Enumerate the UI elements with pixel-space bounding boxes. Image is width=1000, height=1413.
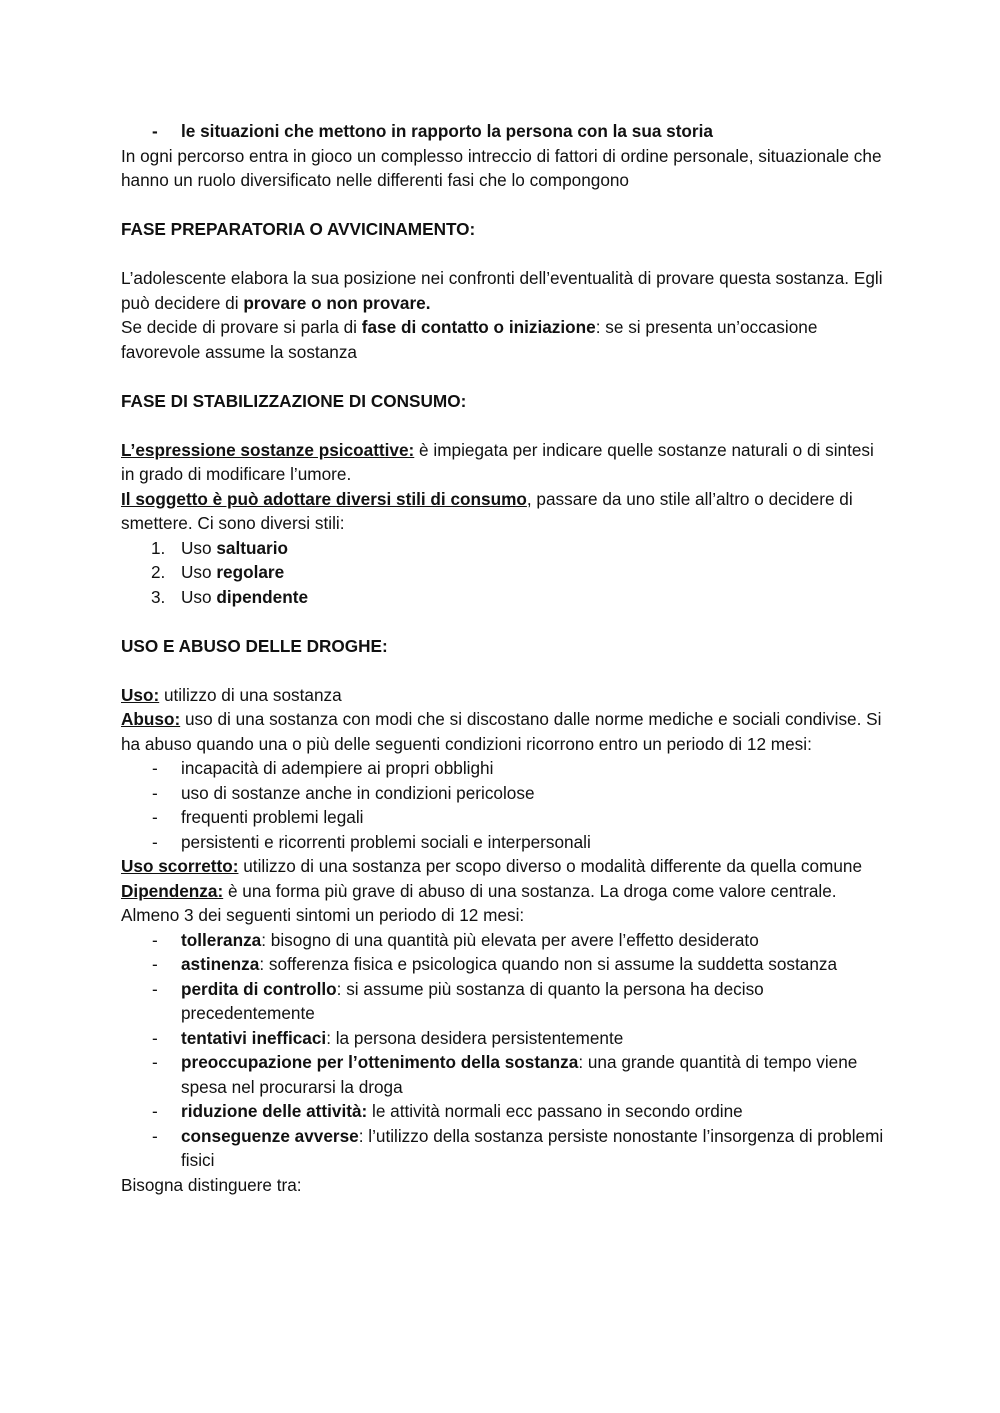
- paragraph-abuso: Abuso: uso di una sostanza con modi che si discostano dalle norme mediche e sociali condivise. Si ha abuso quando una o più delle seguenti condizioni ricorrono entro un periodo di 12 mesi:: [121, 709, 882, 754]
- sintomi-list: [121, 928, 891, 1173]
- list-item: - tolleranza: bisogno di una quantità più elevata per avere l’effetto desiderato: [152, 929, 759, 950]
- list-item: - tentativi inefficaci: la persona desidera persistentemente: [152, 1027, 624, 1048]
- paragraph-closing: Bisogna distinguere tra:: [121, 1174, 302, 1195]
- document-page: [121, 119, 891, 1197]
- styles-list: [121, 536, 891, 610]
- paragraph-sintomi-intro: Almeno 3 dei seguenti sintomi un periodo di 12 mesi:: [121, 905, 525, 925]
- list-item: - frequenti problemi legali: [152, 807, 364, 827]
- bullet-dash: -: [152, 121, 158, 141]
- heading-fase-stabilizzazione: FASE DI STABILIZZAZIONE DI CONSUMO:: [121, 390, 467, 411]
- list-item: 2. Uso regolare: [151, 562, 285, 582]
- list-item: - persistenti e ricorrenti problemi sociali e interpersonali: [152, 831, 591, 852]
- list-item: - riduzione delle attività: le attività normali ecc passano in secondo ordine: [152, 1101, 743, 1121]
- list-item: - astinenza: sofferenza fisica e psicologica quando non si assume la suddetta sostanza: [152, 954, 838, 974]
- paragraph-uso-scorretto: Uso scorretto: utilizzo di una sostanza per scopo diverso o modalità differente da quella comune: [121, 856, 863, 876]
- paragraph-uso: Uso: utilizzo di una sostanza: [121, 684, 342, 705]
- heading-fase-preparatoria: FASE PREPARATORIA O AVVICINAMENTO:: [121, 219, 476, 239]
- list-item: - conseguenze avverse: l’utilizzo della sostanza persiste nonostante l’insorgenza di problemi fisici: [152, 1125, 884, 1170]
- paragraph-stili-consumo: Il soggetto è può adottare diversi stili di consumo, passare da uno stile all’altro o decidere di smettere. Ci sono diversi stili:: [121, 488, 853, 533]
- intro-item-text: le situazioni che mettono in rapporto la persona con la sua storia: [181, 121, 713, 141]
- list-item: - perdita di controllo: si assume più sostanza di quanto la persona ha deciso precedentemente: [152, 978, 764, 1023]
- list-item: - uso di sostanze anche in condizioni pericolose: [152, 782, 535, 803]
- abuso-list: [121, 756, 891, 854]
- list-item: - preoccupazione per l’ottenimento della sostanza: una grande quantità di tempo viene spesa nel procurarsi la droga: [152, 1052, 858, 1097]
- list-item: 3. Uso dipendente: [151, 586, 309, 607]
- paragraph-adolescente: L’adolescente elabora la sua posizione nei confronti dell’eventualità di provare questa sostanza. Egli può decidere di provare o non provare.: [121, 268, 883, 313]
- paragraph-fase-contatto: Se decide di provare si parla di fase di contatto o iniziazione: se si presenta un’occasione favorevole assume la sostanza: [121, 317, 818, 362]
- heading-uso-abuso: USO E ABUSO DELLE DROGHE:: [121, 635, 388, 656]
- paragraph-dipendenza: Dipendenza: è una forma più grave di abuso di una sostanza. La droga come valore centrale.: [121, 880, 837, 901]
- list-item: - incapacità di adempiere ai propri obblighi: [152, 758, 494, 778]
- intro-list-item: [121, 119, 891, 144]
- intro-paragraph: In ogni percorso entra in gioco un complesso intreccio di fattori di ordine personale, situazionale che hanno un ruolo diversificato nelle differenti fasi che lo compongono: [121, 145, 882, 190]
- paragraph-sostanze-psicoattive: L’espressione sostanze psicoattive: è impiegata per indicare quelle sostanze naturali o di sintesi in grado di modificare l’umore.: [121, 439, 874, 484]
- list-item: 1. Uso saltuario: [151, 537, 288, 558]
